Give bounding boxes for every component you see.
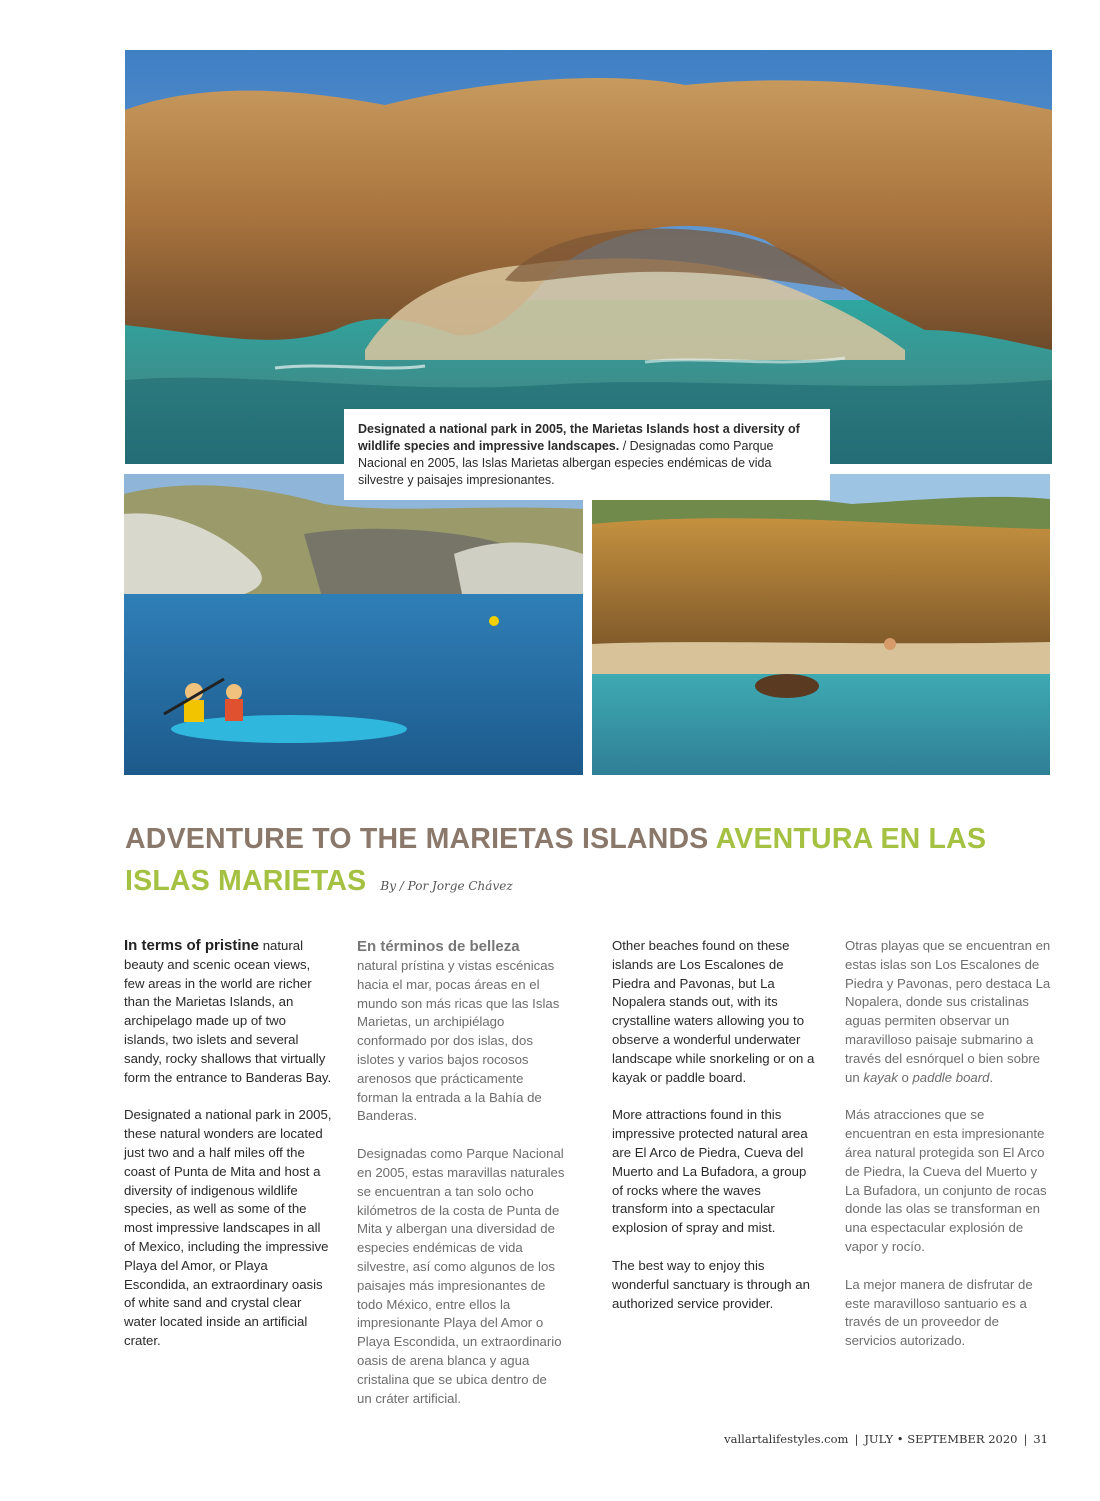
footer-site: vallartalifestyles.com bbox=[724, 1432, 849, 1446]
footer-divider: | bbox=[854, 1432, 859, 1446]
paragraph: Other beaches found on these islands are Los Escalones de Piedra and Pavonas, but La Nopalera stands out, with its crystalline waters allowing you to observe a wonderful underwater landscape while snorkeling or on a kayak or paddle board. bbox=[612, 938, 815, 1085]
column-english-intro bbox=[124, 937, 332, 1370]
column-english-attractions bbox=[612, 937, 820, 1332]
page-footer bbox=[724, 1432, 1048, 1446]
photo-kayakers bbox=[124, 474, 583, 775]
paragraph: La mejor manera de disfrutar de este maravilloso santuario es a través de un proveedor de servicios autorizado. bbox=[845, 1276, 1033, 1349]
beach-cliffs-illustration bbox=[592, 474, 1050, 775]
paragraph-text: . bbox=[989, 1069, 994, 1085]
headline-english: ADVENTURE TO THE MARIETAS ISLANDS bbox=[125, 823, 709, 855]
paragraph bbox=[845, 937, 1053, 1087]
paragraph-text: natural beauty and scenic ocean views, few areas in the world are richer than the Marietas Islands, an archipelago made up of two islands, two islets and several sandy, rocky shallows that virtually form the entrance to Banderas Bay. bbox=[124, 938, 332, 1085]
photo-beach-cliffs bbox=[592, 474, 1050, 775]
lead-in: En términos de belleza bbox=[357, 938, 520, 955]
photo-caption bbox=[344, 409, 830, 500]
paragraph: Designadas como Parque Nacional en 2005, estas maravillas naturales se encuentran a tan solo ocho kilómetros de la costa de Punta de Mita y albergan una diversidad de especies endémicas de vida silvestre, así como algunos de los paisajes más impresionantes de todo México, entre ellos la impresionante Playa del Amor o Playa Escondida, un extraordinario oasis de arena blanca y agua cristalina que se ubica dentro de un cráter artificial. bbox=[357, 1146, 565, 1406]
paragraph: Designated a national park in 2005, these natural wonders are located just two and a half miles off the coast of Punta de Mita and host a diversity of indigenous wildlife species, as well as some of the most impressive landscapes in all of Mexico, including the impressive Playa del Amor, or Playa Escondida, an extraordinary oasis of white sand and crystal clear water located inside an artificial crater. bbox=[124, 1107, 332, 1348]
italic-term: kayak bbox=[863, 1069, 898, 1085]
rock-arch-illustration bbox=[125, 50, 1052, 464]
footer-divider: | bbox=[1023, 1432, 1028, 1446]
kayakers-illustration bbox=[124, 474, 583, 775]
column-spanish-intro bbox=[357, 937, 565, 1427]
column-spanish-attractions bbox=[845, 937, 1053, 1370]
paragraph-text: o bbox=[897, 1069, 913, 1085]
caption-spanish: Designadas como Parque Nacional en 2005, las Islas Marietas albergan especies endémicas de vida silvestre y paisajes impresionantes. bbox=[358, 439, 774, 487]
article-headline bbox=[125, 818, 1025, 907]
paragraph-text: Otras playas que se encuentran en estas islas son Los Escalones de Piedra y Pavonas, pero destaca La Nopalera, donde sus cristalinas aguas permiten observar un maravilloso paisaje submarino a través del esnórquel o bien sobre un bbox=[845, 938, 1051, 1085]
paragraph: Más atracciones que se encuentran en esta impresionante área natural protegida son El Arco de Piedra, la Cueva del Muerto y La Bufadora, un conjunto de rocas donde las olas se transforman en una espectacular explosión de vapor y rocío. bbox=[845, 1107, 1047, 1254]
italic-term: paddle board bbox=[912, 1069, 990, 1085]
paragraph-text: natural prístina y vistas escénicas hacia el mar, pocas áreas en el mundo son más ricas que las Islas Marietas, un archipiélago conformado por dos islas, dos islotes y varios bajos rocosos arenosos que prácticamente forman la entrada a la Bahía de Banderas. bbox=[357, 958, 560, 1124]
paragraph: The best way to enjoy this wonderful sanctuary is through an authorized service provider. bbox=[612, 1257, 810, 1311]
paragraph: More attractions found in this impressive protected natural area are El Arco de Piedra, Cueva del Muerto and La Bufadora, a group of rocks where the waves transform into a spectacular explosion of spray and mist. bbox=[612, 1107, 808, 1236]
caption-english: Designated a national park in 2005, the Marietas Islands host a diversity of wildlife species and impressive landscapes. bbox=[358, 422, 800, 453]
lead-in: In terms of pristine bbox=[124, 937, 260, 954]
photo-rock-arch bbox=[125, 50, 1052, 464]
paragraph bbox=[124, 937, 332, 1087]
byline: By / Por Jorge Chávez bbox=[380, 879, 513, 893]
paragraph bbox=[357, 937, 565, 1126]
headline-spanish: AVENTURA EN LAS ISLAS MARIETAS bbox=[125, 823, 987, 897]
caption-separator: / bbox=[619, 439, 630, 453]
footer-issue: JULY • SEPTEMBER 2020 bbox=[864, 1432, 1018, 1446]
page-number: 31 bbox=[1033, 1432, 1048, 1446]
